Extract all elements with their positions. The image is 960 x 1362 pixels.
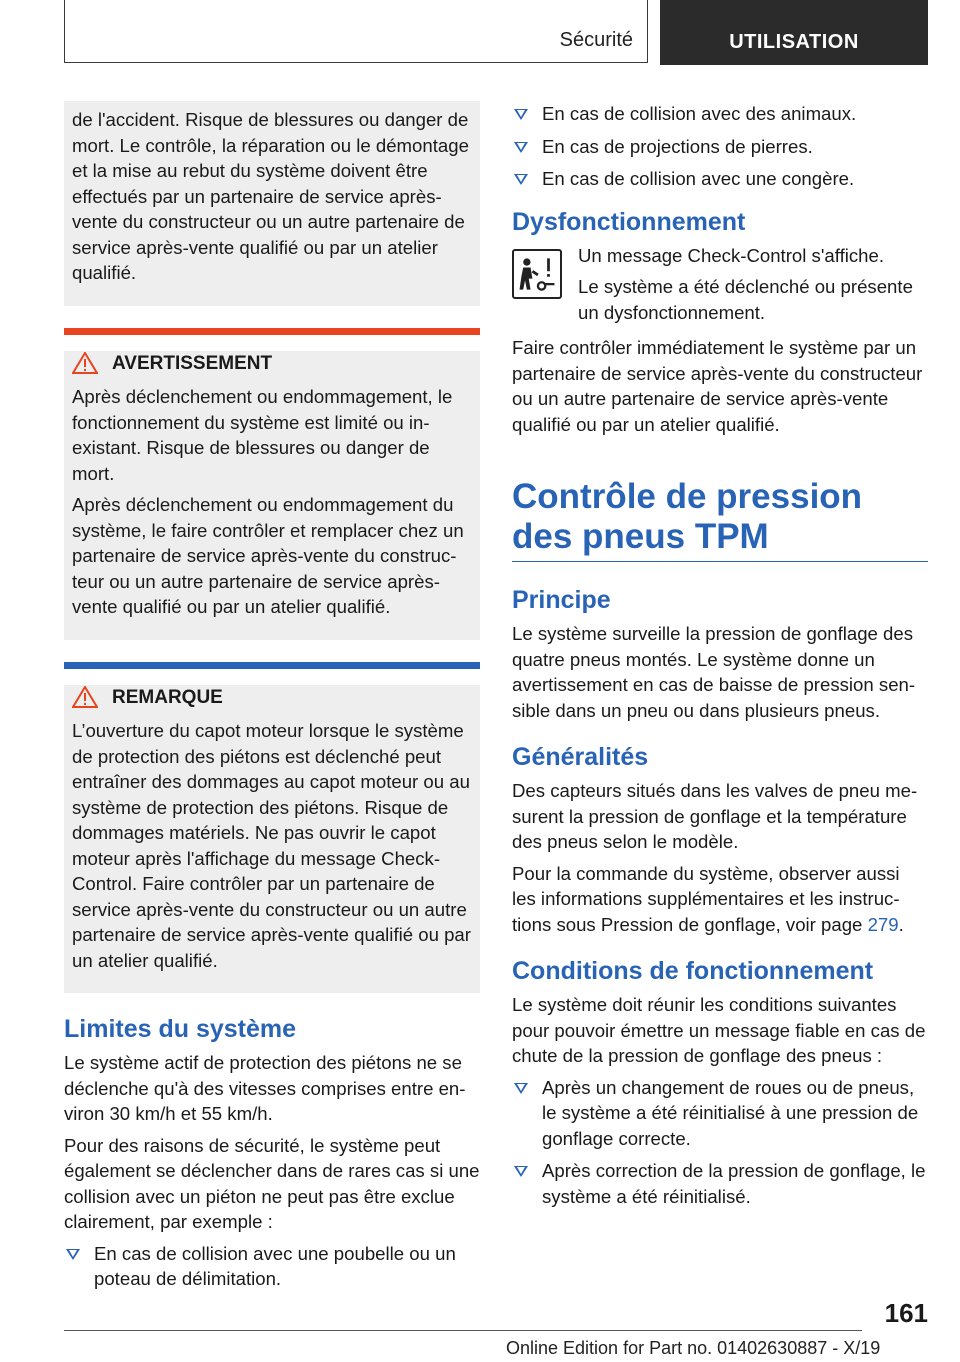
warning-header [72,351,472,377]
examples-list [512,101,928,192]
pedestrian-protection-warning-icon [512,249,562,299]
bullet-arrow-icon [66,1249,80,1260]
limits-list [64,1241,480,1292]
note-box [64,685,480,994]
malfunction-heading: Dysfonctionnement [512,207,746,236]
note-title: REMARQUE [112,686,223,708]
list-item: En cas de collision avec une congère. [512,166,928,192]
right-column [512,101,928,1217]
continued-warning-text: de l'accident. Risque de blessures ou danger de mort. Le contrôle, la réparation ou le démontage et la mise au rebut du système doivent être effectués par un partenaire de service après-vente du constructeur ou un autre partenaire de service après-vente qualifié ou par un atelier qualifié. [72,109,469,283]
warning-title: AVERTISSEMENT [112,352,273,374]
tpm-title: Contrôle de pression des pneus TPM [512,477,863,556]
warning-bar [64,328,480,335]
malfunction-message-2: Le système a été déclenché ou présente un dysfonctionnement. [578,276,913,323]
conditions-heading: Conditions de fonctionnement [512,957,874,985]
bullet-arrow-icon [514,174,528,185]
bullet-arrow-icon [514,1166,528,1177]
chapter-tab [660,0,928,65]
note-bar [64,662,480,669]
continued-warning-box [64,101,480,306]
section-title: Sécurité [559,29,633,51]
limits-paragraph-1: Le système actif de protection des piétons ne se déclenche qu'à des vitesses comprises entre environ 30 km/h et 55 km/h. [64,1052,466,1124]
note-paragraph: L’ouverture du capot moteur lorsque le système de protection des piétons est déclenché peut entraîner des dommages au capot moteur ou au système de protection des piétons. Risque de dommages matériels. Ne pas ouvrir le capot moteur après l'affichage du message Check-Control. Faire contrôler par un partenaire de service après-vente du constructeur ou un autre partenaire de service après-vente qualifié ou par un atelier qualifié. [72,720,471,971]
chapter-title: UTILISATION [729,31,859,53]
general-heading: Généralités [512,743,649,771]
principle-paragraph: Le système surveille la pression de gonflage des quatre pneus montés. Le système donne un avertissement en cas de baisse de pression sensible dans un pneu ou dans plusieurs pneus. [512,623,916,721]
page-header [64,0,928,65]
note-triangle-icon [72,686,98,708]
page-number: 161 [884,1298,928,1328]
section-tab [64,0,648,63]
footer-edition: Online Edition for Part no. 01402630887 - X/19 [506,1338,881,1358]
general-paragraph-1: Des capteurs situés dans les valves de pneu mesurent la pression de gonflage et la température des pneus selon le modèle. [512,780,918,852]
warning-triangle-icon [72,352,98,374]
conditions-list [512,1075,928,1210]
page-reference-link[interactable]: 279 [867,913,899,935]
bullet-arrow-icon [514,109,528,120]
warning-paragraph-2: Après déclenchement ou endommagement du système, le faire contrôler et remplacer chez un partenaire de service après-vente du constructeur ou un autre partenaire de service après-vente qualifié ou par un atelier qualifié. [72,494,464,617]
list-item: En cas de projections de pierres. [512,134,928,160]
warning-paragraph-1: Après déclenchement ou endommagement, le fonctionnement du système est limité ou inexistant. Risque de blessures ou danger de mort. [72,386,453,484]
limits-paragraph-2: Pour des raisons de sécurité, le système peut également se déclencher dans de rares cas si une collision avec un piéton ne peut pas être exclue clairement, par exemple : [64,1134,480,1232]
list-item: Après correction de la pression de gonflage, le système a été réinitialisé. [512,1158,928,1209]
malfunction-paragraph: Faire contrôler immédiatement le système par un partenaire de service après-vente du constructeur ou un autre partenaire de service après-vente qualifié ou par un atelier qualifié. [512,337,923,435]
bullet-arrow-icon [514,1083,528,1094]
conditions-paragraph: Le système doit réunir les conditions suivantes pour pouvoir émettre un message fiable en cas de chute de la pression de gonflage des pneus : [512,994,926,1066]
note-header [72,685,472,711]
list-item: Après un changement de roues ou de pneus, le système a été réinitialisé à une pression de gonflage correcte. [512,1075,928,1152]
footer-rule [64,1330,862,1331]
warning-box [64,351,480,640]
left-column [64,101,480,1300]
malfunction-message [512,243,928,332]
list-item: En cas de collision avec des animaux. [512,101,928,127]
malfunction-message-1: Un message Check-Control s'affiche. [578,244,885,266]
limits-heading: Limites du système [64,1015,297,1043]
bullet-arrow-icon [514,142,528,153]
principle-heading: Principe [512,586,611,614]
list-item: En cas de collision avec une poubelle ou un poteau de délimitation. [64,1241,480,1292]
general-paragraph-2: Pour la commande du système, observer aussi les informations supplémentaires et les instructions sous Pression de gonflage, voir page 279. [512,862,904,935]
